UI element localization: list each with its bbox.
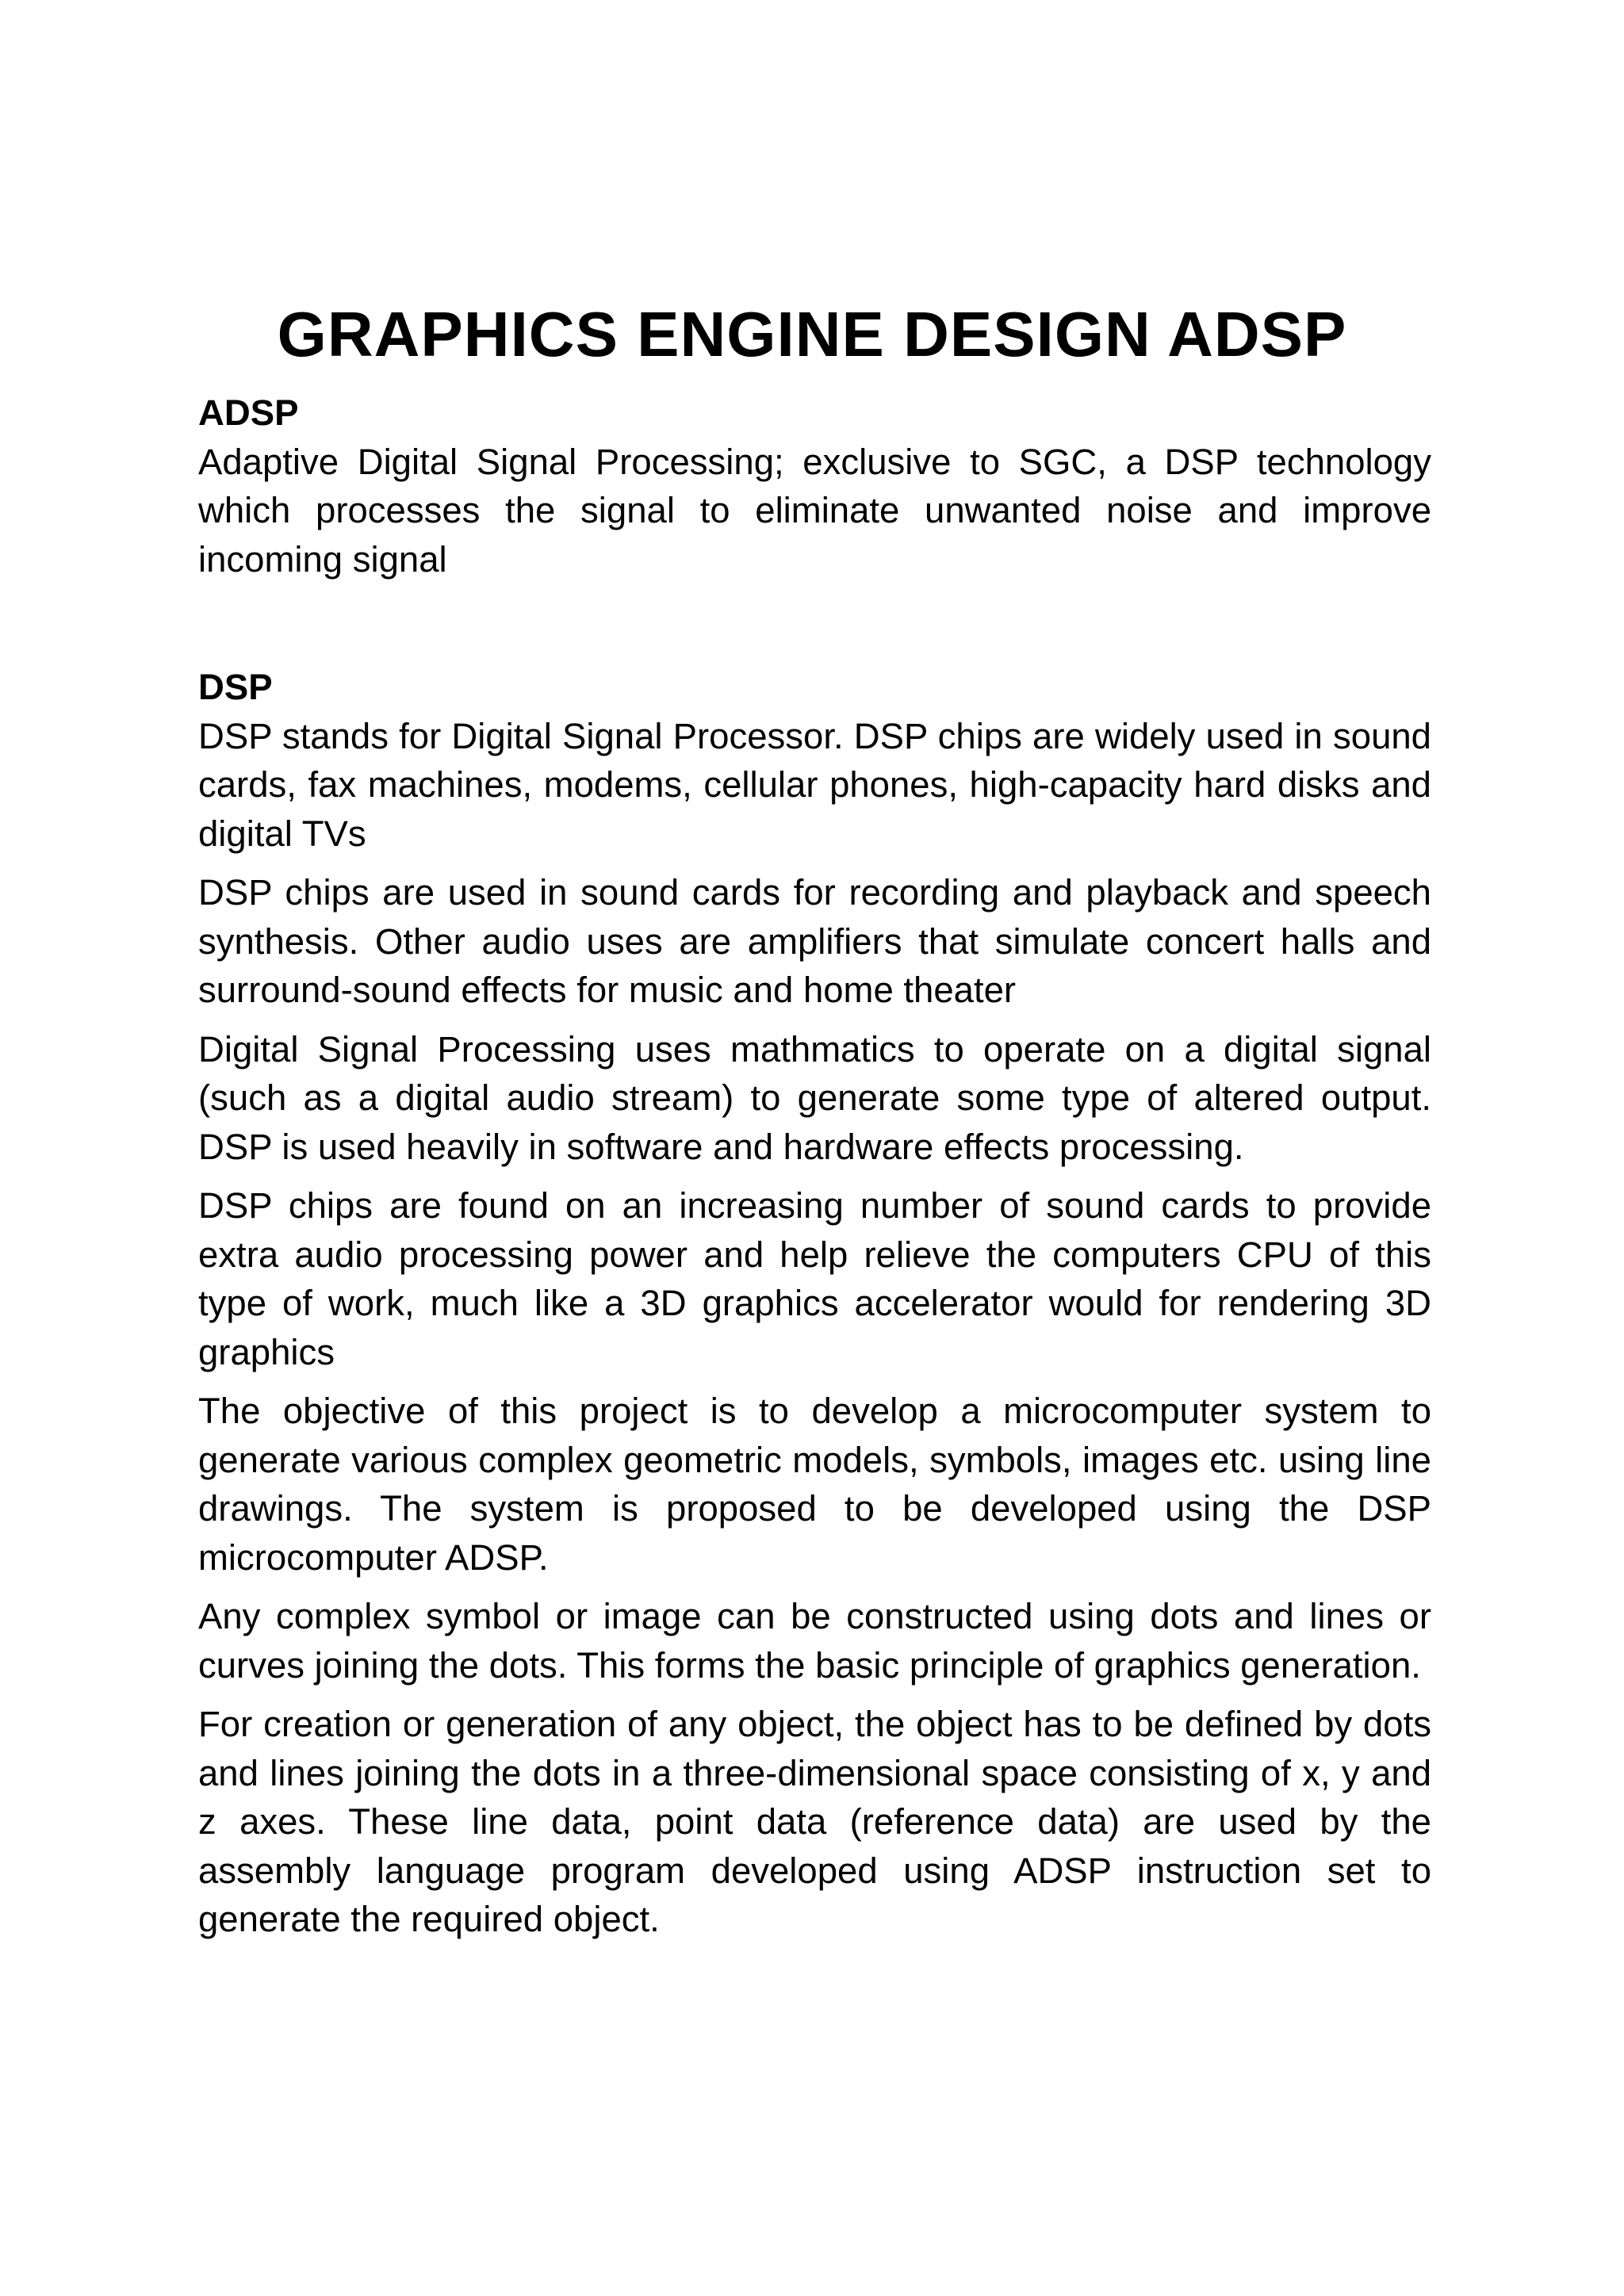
document-body [198, 388, 1431, 1954]
paragraph: The objective of this project is to develop a microcomputer system to generate various complex geometric models, symbols, images etc. using line drawings. The system is proposed to be developed using the DSP microcomputer ADSP. [198, 1391, 1431, 1578]
paragraph: Digital Signal Processing uses mathmatics to operate on a digital signal (such as a digital audio stream) to generate some type of altered output. DSP is used heavily in software and hardware effects processing. [198, 1028, 1431, 1167]
paragraph: DSP stands for Digital Signal Processor. DSP chips are widely used in sound cards, fax machines, modems, cellular phones, high-capacity hard disks and digital TVs [198, 715, 1431, 854]
section-heading-dsp: DSP [198, 667, 273, 707]
paragraph: DSP chips are used in sound cards for recording and playback and speech synthesis. Other audio uses are amplifiers that simulate concert halls and surround-sound effects for music and home theater [198, 872, 1431, 1010]
paragraph: DSP chips are found on an increasing number of sound cards to provide extra audio processing power and help relieve the computers CPU of this type of work, much like a 3D graphics accelerator would for rendering 3D graphics [198, 1185, 1431, 1372]
paragraph: Adaptive Digital Signal Processing; exclusive to SGC, a DSP technology which processes the signal to eliminate unwanted noise and improve incoming signal [198, 441, 1431, 580]
section-dsp [198, 663, 1431, 1944]
paragraph: Any complex symbol or image can be constructed using dots and lines or curves joining the dots. This forms the basic principle of graphics generation. [198, 1596, 1431, 1686]
section-heading-adsp: ADSP [198, 392, 299, 433]
section-adsp [198, 388, 1431, 584]
paragraph: For creation or generation of any object, the object has to be defined by dots and lines joining the dots in a three-dimensional space consisting of x, y and z axes. These line data, point data (reference data) are used by the assembly language program developed using ADSP instruction set to generate the required object. [198, 1704, 1431, 1939]
page-title: GRAPHICS ENGINE DESIGN ADSP [277, 298, 1347, 369]
